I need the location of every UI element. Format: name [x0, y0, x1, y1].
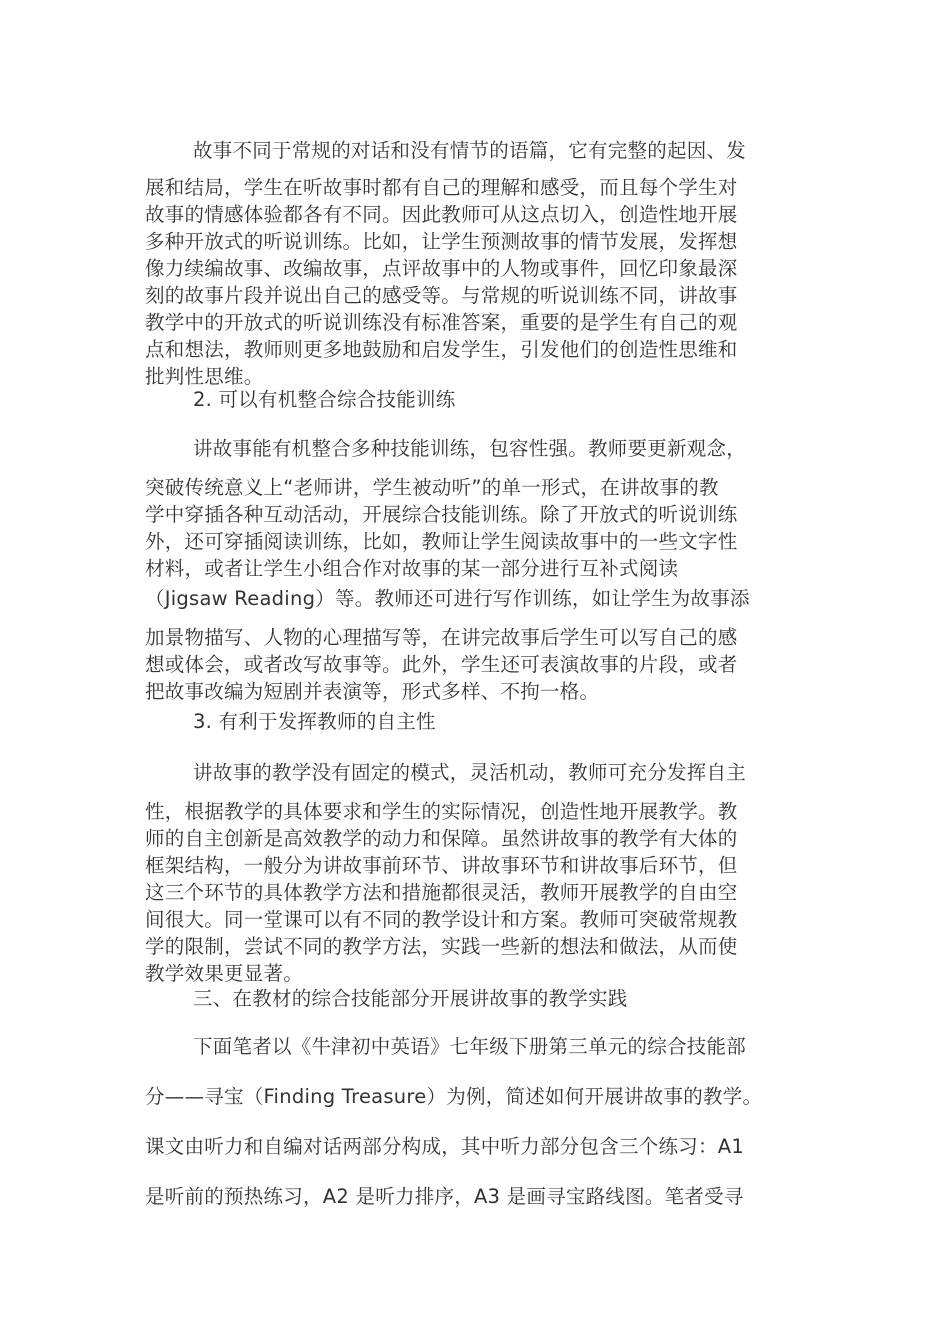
paragraph-1-line: 故事不同于常规的对话和没有情节的语篇，它有完整的起因、发	[193, 139, 747, 162]
subheading-2: 2. 可以有机整合综合技能训练	[193, 388, 456, 411]
paragraph-1-line: 多种开放式的听说训练。比如，让学生预测故事的情节发展，发挥想	[145, 230, 738, 253]
paragraph-2-line: 加景物描写、人物的心理描写等，在讲完故事后学生可以写自己的感	[145, 626, 738, 649]
paragraph-3-line: 间很大。同一堂课可以有不同的教学设计和方案。教师可突破常规教	[145, 908, 738, 931]
paragraph-2-line: 把故事改编为短剧并表演等，形式多样、不拘一格。	[145, 680, 600, 703]
paragraph-3-line: 教学效果更显著。	[145, 962, 304, 985]
paragraph-3-line: 师的自主创新是高效教学的动力和保障。虽然讲故事的教学有大体的	[145, 827, 738, 850]
section-heading: 三、在教材的综合技能部分开展讲故事的教学实践	[193, 987, 628, 1010]
paragraph-3-line: 讲故事的教学没有固定的模式，灵活机动，教师可充分发挥自主	[193, 761, 747, 784]
paragraph-4-line: 分——寻宝（Finding Treasure）为例，简述如何开展讲故事的教学。	[145, 1085, 763, 1108]
subheading-3: 3. 有利于发挥教师的自主性	[193, 710, 436, 733]
paragraph-1-line: 故事的情感体验都各有不同。因此教师可从这点切入，创造性地开展	[145, 203, 738, 226]
paragraph-1-line: 像力续编故事、改编故事，点评故事中的人物或事件，回忆印象最深	[145, 257, 738, 280]
paragraph-2-line: 突破传统意义上“老师讲，学生被动听”的单一形式，在讲故事的教	[145, 476, 719, 499]
paragraph-3-line: 这三个环节的具体教学方法和措施都很灵活，教师开展教学的自由空	[145, 881, 738, 904]
paragraph-1-line: 教学中的开放式的听说训练没有标准答案，重要的是学生有自己的观	[145, 311, 738, 334]
paragraph-2-line: 讲故事能有机整合多种技能训练，包容性强。教师要更新观念，	[193, 437, 747, 460]
paragraph-2-line: 学中穿插各种互动活动，开展综合技能训练。除了开放式的听说训练	[145, 503, 738, 526]
paragraph-3-line: 学的限制，尝试不同的教学方法，实践一些新的想法和做法，从而使	[145, 935, 738, 958]
paragraph-4-line: 课文由听力和自编对话两部分构成，其中听力部分包含三个练习：A1	[145, 1135, 744, 1158]
paragraph-2-line: 想或体会，或者改写故事等。此外，学生还可表演故事的片段，或者	[145, 653, 738, 676]
paragraph-1-line: 展和结局，学生在听故事时都有自己的理解和感受，而且每个学生对	[145, 176, 738, 199]
paragraph-2-line: 外，还可穿插阅读训练，比如，教师让学生阅读故事中的一些文字性	[145, 530, 738, 553]
paragraph-2-line: （Jigsaw Reading）等。教师还可进行写作训练，如让学生为故事添	[145, 587, 750, 610]
paragraph-1-line: 批判性思维。	[145, 365, 264, 388]
paragraph-1-line: 点和想法，教师则更多地鼓励和启发学生，引发他们的创造性思维和	[145, 338, 738, 361]
paragraph-4-line: 是听前的预热练习，A2 是听力排序，A3 是画寻宝路线图。笔者受寻	[145, 1185, 744, 1208]
paragraph-2-line: 材料，或者让学生小组合作对故事的某一部分进行互补式阅读	[145, 557, 679, 580]
paragraph-3-line: 性，根据教学的具体要求和学生的实际情况，创造性地开展教学。教	[145, 800, 738, 823]
paragraph-3-line: 框架结构，一般分为讲故事前环节、讲故事环节和讲故事后环节，但	[145, 854, 738, 877]
paragraph-4-line: 下面笔者以《牛津初中英语》七年级下册第三单元的综合技能部	[193, 1035, 747, 1058]
paragraph-1-line: 刻的故事片段并说出自己的感受等。与常规的听说训练不同，讲故事	[145, 284, 738, 307]
